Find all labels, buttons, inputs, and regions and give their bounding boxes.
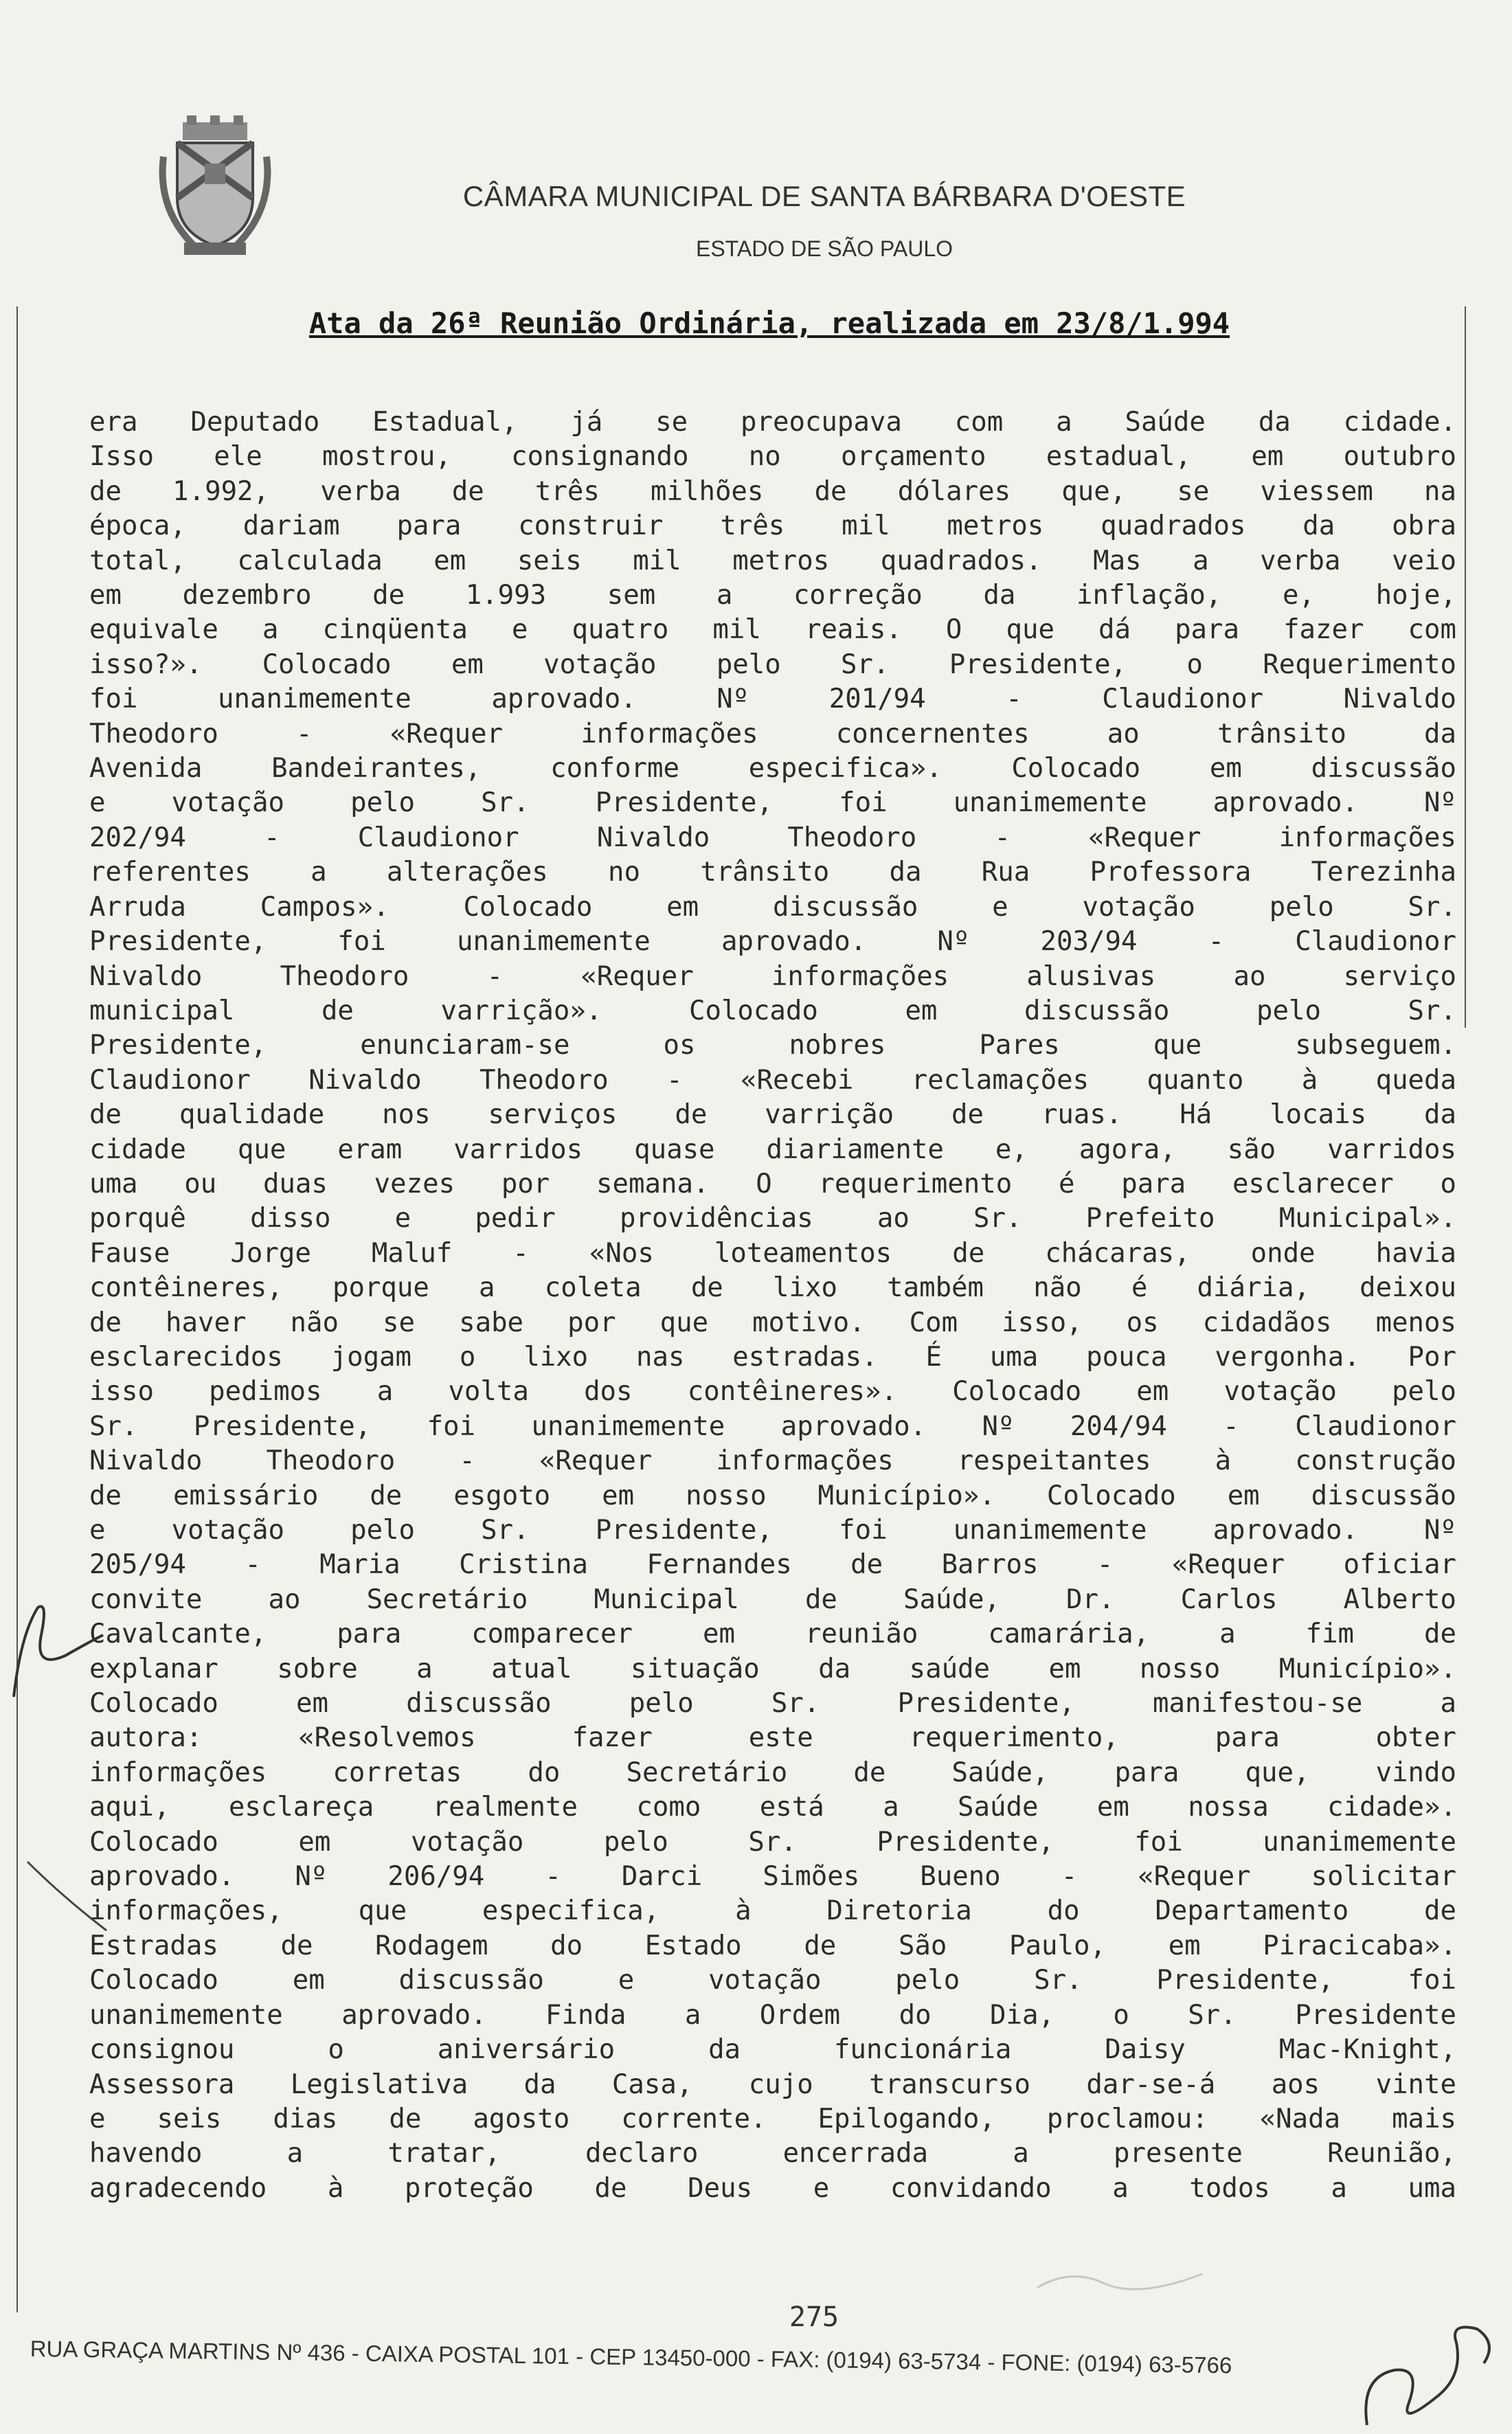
- organization-name: CÂMARA MUNICIPAL DE SANTA BÁRBARA D'OESTE: [462, 180, 1186, 212]
- page-number: 275: [789, 2301, 839, 2333]
- body-line: explanar sobre a atual situação da saúde em nosso Município».: [89, 1653, 1456, 1684]
- body-line: Theodoro - «Requer informações concernentes ao trânsito da: [89, 718, 1456, 750]
- body-line: 202/94 - Claudionor Nivaldo Theodoro - «Requer informações: [89, 822, 1456, 853]
- body-line: esclarecidos jogam o lixo nas estradas. É uma pouca vergonha. Por: [89, 1341, 1456, 1373]
- body-line: autora: «Resolvemos fazer este requerimento, para obter: [89, 1722, 1456, 1754]
- body-line: consignou o aniversário da funcionária Daisy Mac-Knight,: [89, 2034, 1456, 2066]
- body-line: de emissário de esgoto em nosso Município». Colocado em discussão: [89, 1480, 1456, 1511]
- body-line: 205/94 - Maria Cristina Fernandes de Barros - «Requer oficiar: [89, 1549, 1456, 1581]
- body-line: municipal de varrição». Colocado em discussão pelo Sr.: [89, 995, 1456, 1026]
- body-line: equivale a cinqüenta e quatro mil reais. O que dá para fazer com: [89, 614, 1456, 646]
- body-line: e seis dias de agosto corrente. Epilogando, proclamou: «Nada mais: [89, 2103, 1456, 2134]
- body-line: isso?». Colocado em votação pelo Sr. Presidente, o Requerimento: [89, 649, 1456, 680]
- body-line: unanimemente aprovado. Finda a Ordem do Dia, o Sr. Presidente: [89, 1999, 1456, 2031]
- document-title: Ata da 26ª Reunião Ordinária, realizada em 23/8/1.994: [308, 306, 1230, 340]
- body-line: havendo a tratar, declaro encerrada a presente Reunião,: [89, 2138, 1456, 2170]
- body-line: informações, que especifica, à Diretoria do Departamento de: [89, 1895, 1456, 1927]
- body-line: Nivaldo Theodoro - «Requer informações alusivas ao serviço: [89, 960, 1456, 992]
- body-line: e votação pelo Sr. Presidente, foi unanimemente aprovado. Nº: [89, 787, 1456, 819]
- right-margin-rule: [1465, 306, 1466, 1028]
- minutes-body: [89, 405, 1456, 2206]
- body-line: de qualidade nos serviços de varrição de ruas. Há locais da: [89, 1099, 1456, 1131]
- body-line: de 1.992, verba de três milhões de dólares que, se viessem na: [89, 475, 1456, 507]
- body-line: agradecendo à proteção de Deus e convidando a todos a uma: [89, 2172, 1456, 2204]
- body-line: e votação pelo Sr. Presidente, foi unanimemente aprovado. Nº: [89, 1515, 1456, 1546]
- footer-address: RUA GRAÇA MARTINS Nº 436 - CAIXA POSTAL 101 - CEP 13450-000 - FAX: (0194) 63-5734 - FONE: (0194) 63-5766: [30, 2336, 1232, 2378]
- body-line: convite ao Secretário Municipal de Saúde, Dr. Carlos Alberto: [89, 1584, 1456, 1615]
- municipal-coat-of-arms-icon: [157, 115, 273, 261]
- body-line: aprovado. Nº 206/94 - Darci Simões Bueno - «Requer solicitar: [89, 1861, 1456, 1893]
- body-line: Arruda Campos». Colocado em discussão e votação pelo Sr.: [89, 891, 1456, 923]
- body-line: Presidente, enunciaram-se os nobres Pares que subseguem.: [89, 1030, 1456, 1061]
- body-line: Assessora Legislativa da Casa, cujo transcurso dar-se-á aos vinte: [89, 2069, 1456, 2100]
- body-line: foi unanimemente aprovado. Nº 201/94 - Claudionor Nivaldo: [89, 684, 1456, 715]
- body-line: Colocado em discussão pelo Sr. Presidente, manifestou-se a: [89, 1688, 1456, 1720]
- body-line: Colocado em discussão e votação pelo Sr. Presidente, foi: [89, 1965, 1456, 1996]
- body-line: Sr. Presidente, foi unanimemente aprovado. Nº 204/94 - Claudionor: [89, 1410, 1456, 1442]
- body-line: referentes a alterações no trânsito da Rua Professora Terezinha: [89, 857, 1456, 888]
- body-line: Claudionor Nivaldo Theodoro - «Recebi reclamações quanto à queda: [89, 1064, 1456, 1096]
- state-name: ESTADO DE SÃO PAULO: [695, 236, 953, 261]
- body-line: era Deputado Estadual, já se preocupava com a Saúde da cidade.: [89, 407, 1456, 438]
- body-line: uma ou duas vezes por semana. O requerimento é para esclarecer o: [89, 1168, 1456, 1199]
- body-line: de haver não se sabe por que motivo. Com isso, os cidadãos menos: [89, 1307, 1456, 1338]
- body-line: em dezembro de 1.993 sem a correção da inflação, e, hoje,: [89, 580, 1456, 611]
- body-line: cidade que eram varridos quase diariamente e, agora, são varridos: [89, 1134, 1456, 1165]
- body-line: Isso ele mostrou, consignando no orçamento estadual, em outubro: [89, 441, 1456, 473]
- body-line: Avenida Bandeirantes, conforme especifica». Colocado em discussão: [89, 753, 1456, 785]
- body-line: Estradas de Rodagem do Estado de São Paulo, em Piracicaba».: [89, 1930, 1456, 1961]
- body-line: total, calculada em seis mil metros quadrados. Mas a verba veio: [89, 545, 1456, 576]
- body-line: Nivaldo Theodoro - «Requer informações respeitantes à construção: [89, 1445, 1456, 1477]
- body-line: Fause Jorge Maluf - «Nos loteamentos de chácaras, onde havia: [89, 1237, 1456, 1269]
- margin-signature-icon: [0, 1594, 110, 1704]
- body-line: Colocado em votação pelo Sr. Presidente, foi unanimemente: [89, 1826, 1456, 1858]
- body-line: porquê disso e pedir providências ao Sr. Prefeito Municipal».: [89, 1203, 1456, 1235]
- body-line: época, dariam para construir três mil metros quadrados da obra: [89, 510, 1456, 542]
- margin-stroke-icon: [21, 1855, 110, 1937]
- body-line: Presidente, foi unanimemente aprovado. Nº 203/94 - Claudionor: [89, 926, 1456, 958]
- faint-signature-icon: [1030, 2260, 1209, 2301]
- body-line: contêineres, porque a coleta de lixo também não é diária, deixou: [89, 1272, 1456, 1304]
- body-line: isso pedimos a volta dos contêineres». Colocado em votação pelo: [89, 1376, 1456, 1408]
- body-line: Cavalcante, para comparecer em reunião camarária, a fim de: [89, 1619, 1456, 1650]
- body-line: informações corretas do Secretário de Saúde, para que, vindo: [89, 1757, 1456, 1788]
- body-line: aqui, esclareça realmente como está a Saúde em nossa cidade».: [89, 1792, 1456, 1823]
- left-margin-rule: [16, 306, 18, 2312]
